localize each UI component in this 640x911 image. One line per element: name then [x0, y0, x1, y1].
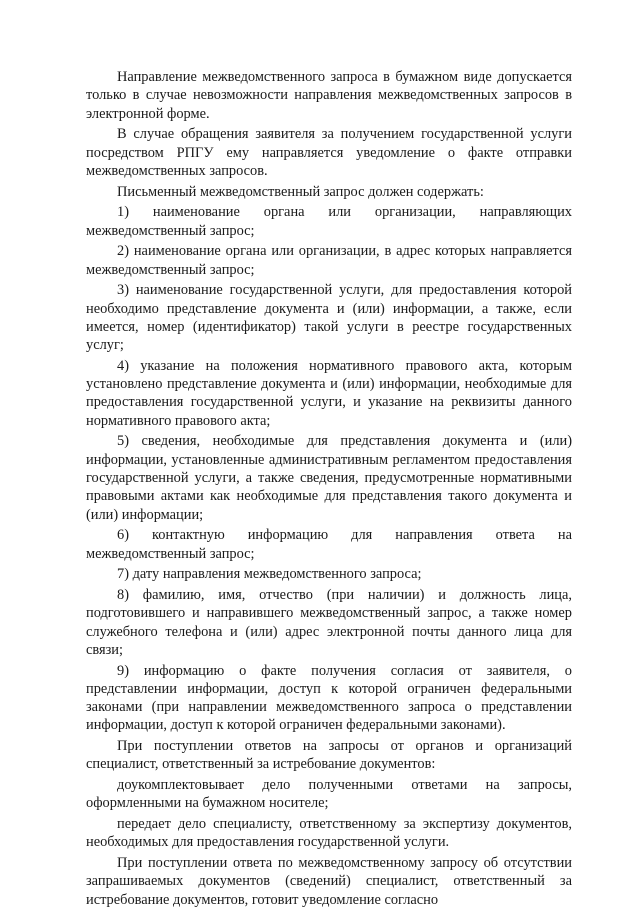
paragraph: Направление межведомственного запроса в бумажном виде допускается только в случае невозможности направления межведомственных запросов в электронной форме. — [86, 69, 572, 122]
list-item: 1) наименование органа или организации, направляющих межведомственный запрос; — [86, 204, 572, 239]
paragraph: В случае обращения заявителя за получением государственной услуги посредством РПГУ ему направляется уведомление о факте отправки межведомственных запросов. — [86, 126, 572, 179]
list-item: 6) контактную информацию для направления ответа на межведомственный запрос; — [86, 527, 572, 562]
list-item: 5) сведения, необходимые для представления документа и (или) информации, установленные административным регламентом предоставления государственной услуги, а также сведения, предусмотренные нормативными правовыми актами как необходимые для представления такого документа и (или) информации; — [86, 433, 572, 523]
paragraph: При поступлении ответов на запросы от органов и организаций специалист, ответственный за истребование документов: — [86, 738, 572, 773]
paragraph: При поступлении ответа по межведомственному запросу об отсутствии запрашиваемых документов (сведений) специалист, ответственный за истребование документов, готовит уведомление согласно — [86, 855, 572, 908]
paragraph: доукомплектовывает дело полученными ответами на запросы, оформленными на бумажном носителе; — [86, 777, 572, 812]
list-item: 9) информацию о факте получения согласия от заявителя, о представлении информации, доступ к которой ограничен федеральными законами (при направлении межведомственного запроса о представлении информации, доступ к которой ограничен федеральными законами). — [86, 662, 572, 734]
list-item: 7) дату направления межведомственного запроса; — [117, 566, 422, 583]
document-body — [86, 68, 572, 911]
list-item: 3) наименование государственной услуги, для предоставления которой необходимо представление документа и (или) информации, а также, если имеется, номер (идентификатор) такой услуги в реестре государственных услуг; — [86, 282, 572, 354]
list-item: 4) указание на положения нормативного правового акта, которым установлено представление документа и (или) информации, необходимые для предоставления государственной услуги, и указание на реквизиты данного нормативного правового акта; — [86, 357, 572, 429]
paragraph: Письменный межведомственный запрос должен содержать: — [117, 183, 484, 200]
list-item: 8) фамилию, имя, отчество (при наличии) и должность лица, подготовившего и направившего межведомственный запрос, а также номер служебного телефона и (или) адрес электронной почты данного лица для связи; — [86, 586, 572, 658]
paragraph: передает дело специалисту, ответственному за экспертизу документов, необходимых для предоставления государственной услуги. — [86, 816, 572, 851]
list-item: 2) наименование органа или организации, в адрес которых направляется межведомственный запрос; — [86, 243, 572, 278]
